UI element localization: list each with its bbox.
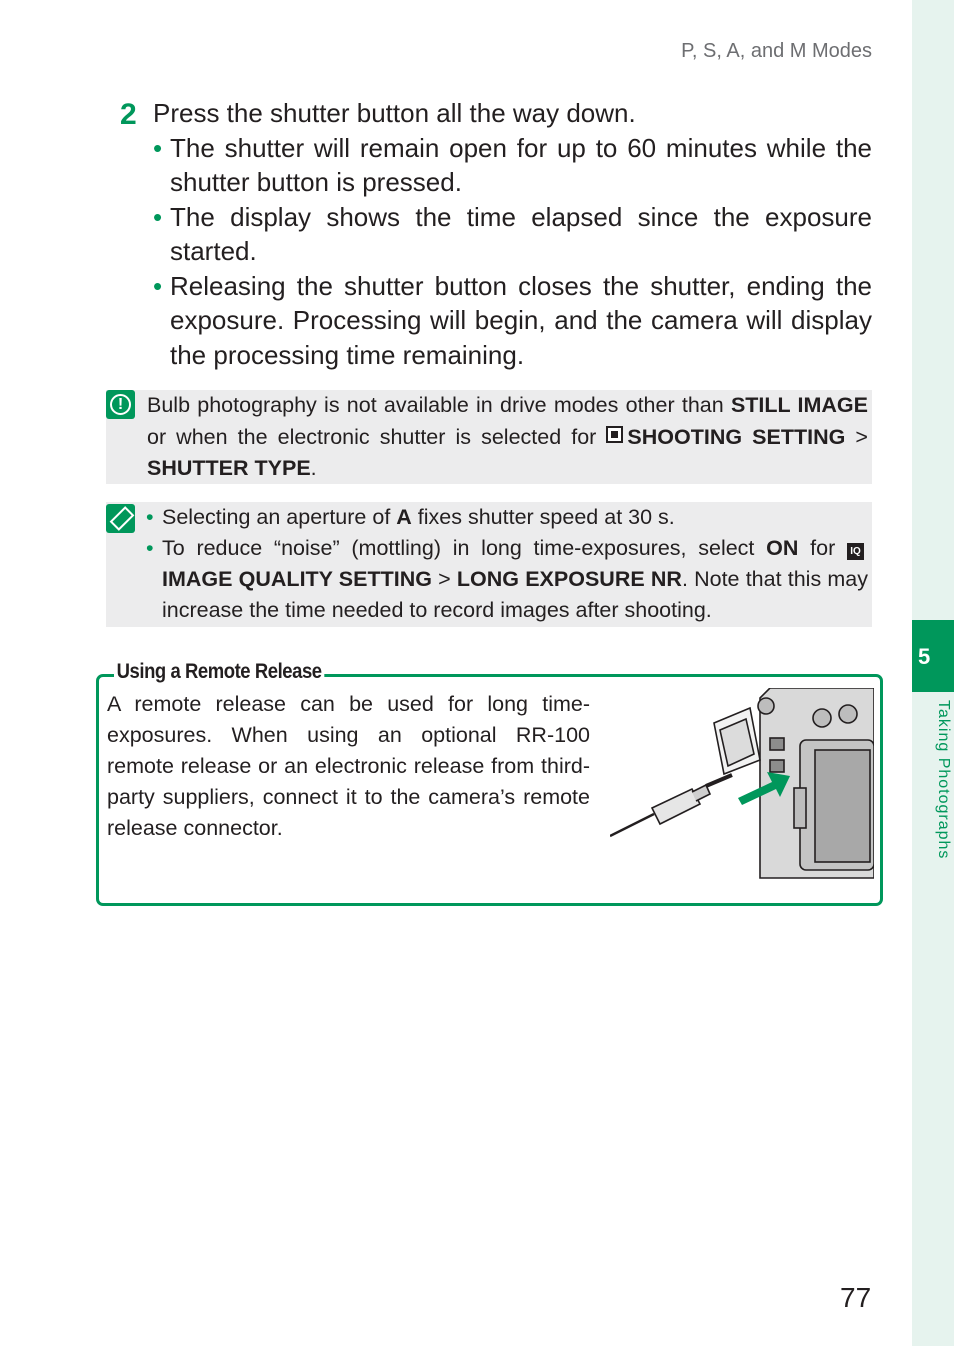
menu-long-exposure-nr: LONG EXPOSURE NR: [456, 567, 682, 591]
note-item: [162, 502, 868, 533]
caution-text-part: Bulb photography is not available in drive modes other than: [147, 393, 724, 417]
page-number: 77: [840, 1282, 872, 1313]
menu-option-on: ON: [766, 536, 799, 560]
note-text-part: To reduce “noise” (mottling) in long time-exposures, select: [162, 536, 755, 560]
note-item: [162, 533, 868, 626]
image-quality-menu-icon: IQ: [847, 543, 864, 560]
menu-separator: >: [855, 424, 868, 449]
step-bullet: • The shutter will remain open for up to 60 minutes while the shutter button is pressed.: [170, 131, 872, 200]
note-text-part: for: [810, 536, 836, 560]
caution-text-part: or when the electronic shutter is selected for: [147, 424, 597, 449]
note-icon: [106, 504, 135, 533]
menu-shooting-setting: SHOOTING SETTING: [627, 424, 846, 449]
menu-shutter-type: SHUTTER TYPE: [147, 456, 311, 480]
chapter-sidebar: [912, 0, 954, 1346]
remote-release-title: Using a Remote Release: [114, 660, 324, 684]
remote-release-illustration: [610, 688, 874, 888]
note-list: [162, 502, 868, 626]
menu-image-quality-setting: IMAGE QUALITY SETTING: [162, 567, 432, 591]
step-2: [120, 96, 872, 372]
aperture-value: A: [396, 505, 412, 529]
remote-release-text: A remote release can be used for long time-exposures. When using an optional RR-100 remote release or an electronic release from third-party suppliers, connect it to the camera’s remote release connector.: [107, 692, 590, 840]
running-header: P, S, A, and M Modes: [681, 40, 872, 62]
note-text-part: fixes shutter speed at 30 s.: [417, 505, 675, 529]
caution-icon: !: [106, 390, 135, 419]
caution-text: [147, 390, 868, 485]
step-number: 2: [120, 98, 137, 131]
caution-text-end: .: [310, 456, 317, 480]
menu-option-still-image: STILL IMAGE: [730, 393, 868, 417]
chapter-label: Taking Photographs: [935, 700, 952, 860]
caution-panel: [106, 390, 872, 484]
menu-separator: >: [438, 567, 451, 591]
step-bullet: • The display shows the time elapsed since the exposure started.: [170, 200, 872, 269]
step-bullet: • Releasing the shutter button closes the shutter, ending the exposure. Processing will begin, and the camera will display the processing time remaining.: [170, 269, 872, 373]
chapter-number-tab: 5: [912, 620, 954, 692]
note-text-part: . Note that this may increase the time needed to record images after shooting.: [162, 567, 868, 622]
note-panel: [106, 502, 872, 627]
step-instruction: Press the shutter button all the way down.: [153, 98, 636, 128]
shooting-menu-icon: [606, 426, 623, 443]
step-bullet-list: [120, 131, 872, 373]
note-text-part: Selecting an aperture of: [162, 505, 391, 529]
